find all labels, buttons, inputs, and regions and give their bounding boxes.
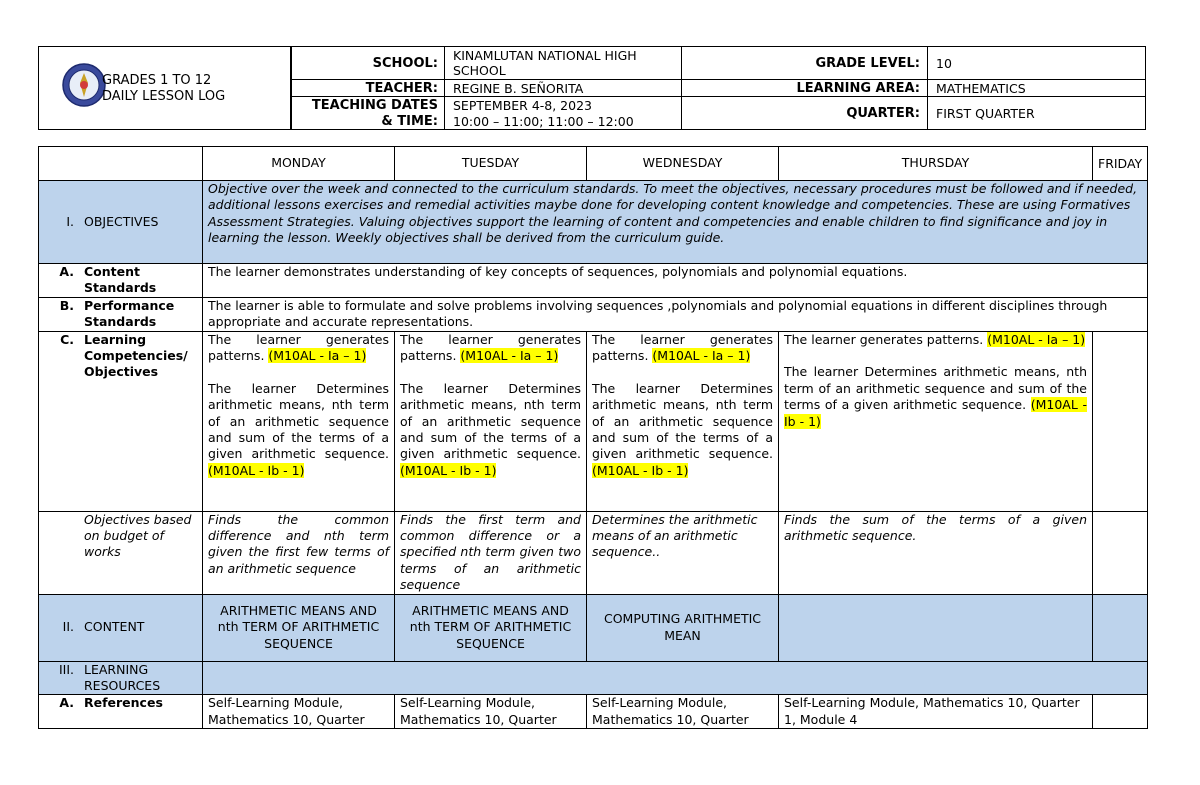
area-value: MATHEMATICS xyxy=(936,81,1026,96)
learning-resources-num: III. xyxy=(58,661,74,677)
content-standards-label: Content Standards xyxy=(84,264,157,296)
day-thursday: THURSDAY xyxy=(779,147,1093,181)
dates-label-line1: TEACHING DATES xyxy=(311,98,438,113)
competencies-label: Learning Competencies/ Objectives xyxy=(84,331,188,380)
competencies-num: C. xyxy=(60,331,74,347)
quarter-value: FIRST QUARTER xyxy=(936,106,1035,121)
doc-title-line2: DAILY LESSON LOG xyxy=(102,89,226,104)
references-row xyxy=(39,695,1148,729)
performance-standards-row xyxy=(39,297,1148,331)
budget-label: Objectives based on budget of works xyxy=(84,511,192,560)
budget-wednesday: Determines the arithmetic means of an arithmetic sequence.. xyxy=(587,511,779,594)
content-wednesday: COMPUTING ARITHMETIC MEAN xyxy=(587,594,779,661)
competencies-wednesday: The learner generates patterns. (M10AL - Ia – 1) The learner Determines arithmetic means, nth term of an arithmetic sequence and sum of the terms of a given arithmetic sequence. (M10AL - Ib - 1) xyxy=(587,331,779,511)
objectives-num: I. xyxy=(66,213,74,229)
school-value: KINAMLUTAN NATIONAL HIGH SCHOOL xyxy=(453,48,637,78)
code-highlight: (M10AL - Ia – 1) xyxy=(268,348,367,364)
objectives-text: Objective over the week and connected to the curriculum standards. To meet the objectives, necessary procedures must be followed and if needed, additional lessons exercises and remedial activities maybe done for developing content knowledge and competencies. These are using Formatives Assessment Strategies. Valuing objectives support the learning of content and competencies and enable children to find significance and joy in learning the lesson. Weekly objectives shall be derived from the curriculum guide. xyxy=(203,181,1148,264)
teacher-value: REGINE B. SEÑORITA xyxy=(453,81,584,96)
day-friday: FRIDAY xyxy=(1093,147,1148,181)
content-num: II. xyxy=(62,619,74,635)
content-monday: ARITHMETIC MEANS AND nth TERM OF ARITHMETIC SEQUENCE xyxy=(203,594,395,661)
references-tuesday: Self-Learning Module, Mathematics 10, Quarter xyxy=(395,695,587,729)
doc-title-line1: GRADES 1 TO 12 xyxy=(102,73,212,88)
competencies-monday: The learner generates patterns. (M10AL - Ia – 1) The learner Determines arithmetic means, nth term of an arithmetic sequence and sum of the terms of a given arithmetic sequence. (M10AL - Ib - 1) xyxy=(203,331,395,511)
day-header-row xyxy=(39,147,1148,181)
objectives-row xyxy=(39,181,1148,264)
performance-standards-label: Performance Standards xyxy=(84,297,175,330)
grade-label: GRADE LEVEL: xyxy=(815,56,920,71)
references-num: A. xyxy=(59,695,74,711)
code-highlight: (M10AL - Ib - 1) xyxy=(784,397,1087,429)
dates-value-line1: SEPTEMBER 4-8, 2023 xyxy=(453,98,592,113)
competencies-row xyxy=(39,331,1148,511)
competencies-thursday: The learner generates patterns. (M10AL - Ia – 1) The learner Determines arithmetic means, nth term of an arithmetic sequence and sum of the terms of a given arithmetic sequence. (M10AL - Ib - 1) xyxy=(779,331,1093,511)
day-monday: MONDAY xyxy=(203,147,395,181)
performance-standards-text: The learner is able to formulate and solve problems involving sequences ,polynomials and polynomial equations in different disciplines through appropriate and accurate representations. xyxy=(203,297,1148,331)
performance-standards-num: B. xyxy=(59,297,74,313)
objectives-label: OBJECTIVES xyxy=(84,213,159,229)
references-wednesday: Self-Learning Module, Mathematics 10, Quarter xyxy=(587,695,779,729)
area-label: LEARNING AREA: xyxy=(796,81,920,96)
school-label: SCHOOL: xyxy=(372,56,438,71)
references-label: References xyxy=(84,695,163,711)
code-highlight: (M10AL - Ia – 1) xyxy=(652,348,751,364)
content-standards-row xyxy=(39,264,1148,298)
quarter-label: QUARTER: xyxy=(846,106,920,121)
learning-resources-row xyxy=(39,661,1148,695)
references-thursday: Self-Learning Module, Mathematics 10, Quarter 1, Module 4 xyxy=(779,695,1093,729)
content-label: CONTENT xyxy=(84,619,145,635)
dates-label-line2: & TIME: xyxy=(381,114,438,129)
code-highlight: (M10AL - Ib - 1) xyxy=(208,462,305,478)
code-highlight: (M10AL - Ia – 1) xyxy=(460,348,559,364)
competencies-tuesday: The learner generates patterns. (M10AL - Ia – 1) The learner Determines arithmetic means, nth term of an arithmetic sequence and sum of the terms of a given arithmetic sequence. (M10AL - Ib - 1) xyxy=(395,331,587,511)
code-highlight: (M10AL - Ib - 1) xyxy=(592,462,689,478)
lesson-log-table xyxy=(38,146,1148,729)
budget-monday: Finds the common difference and nth term given the first few terms of an arithmetic sequence xyxy=(203,511,395,594)
grade-value: 10 xyxy=(936,56,952,71)
day-wednesday: WEDNESDAY xyxy=(587,147,779,181)
budget-thursday: Finds the sum of the terms of a given arithmetic sequence. xyxy=(779,511,1093,594)
teacher-label: TEACHER: xyxy=(365,81,438,96)
learning-resources-label: LEARNING RESOURCES xyxy=(84,661,161,694)
content-standards-num: A. xyxy=(59,264,74,279)
content-row xyxy=(39,594,1148,661)
deped-seal-icon xyxy=(62,63,106,107)
references-monday: Self-Learning Module, Mathematics 10, Quarter xyxy=(203,695,395,729)
code-highlight: (M10AL - Ia – 1) xyxy=(987,331,1086,347)
content-standards-text: The learner demonstrates understanding of key concepts of sequences, polynomials and polynomial equations. xyxy=(203,264,1148,298)
dates-value-line2: 10:00 – 11:00; 11:00 – 12:00 xyxy=(453,114,634,129)
content-tuesday: ARITHMETIC MEANS AND nth TERM OF ARITHMETIC SEQUENCE xyxy=(395,594,587,661)
budget-tuesday: Finds the first term and common difference or a specified nth term given two terms of an arithmetic sequence xyxy=(395,511,587,594)
code-highlight: (M10AL - Ib - 1) xyxy=(400,462,497,478)
budget-row xyxy=(39,511,1148,594)
day-tuesday: TUESDAY xyxy=(395,147,587,181)
